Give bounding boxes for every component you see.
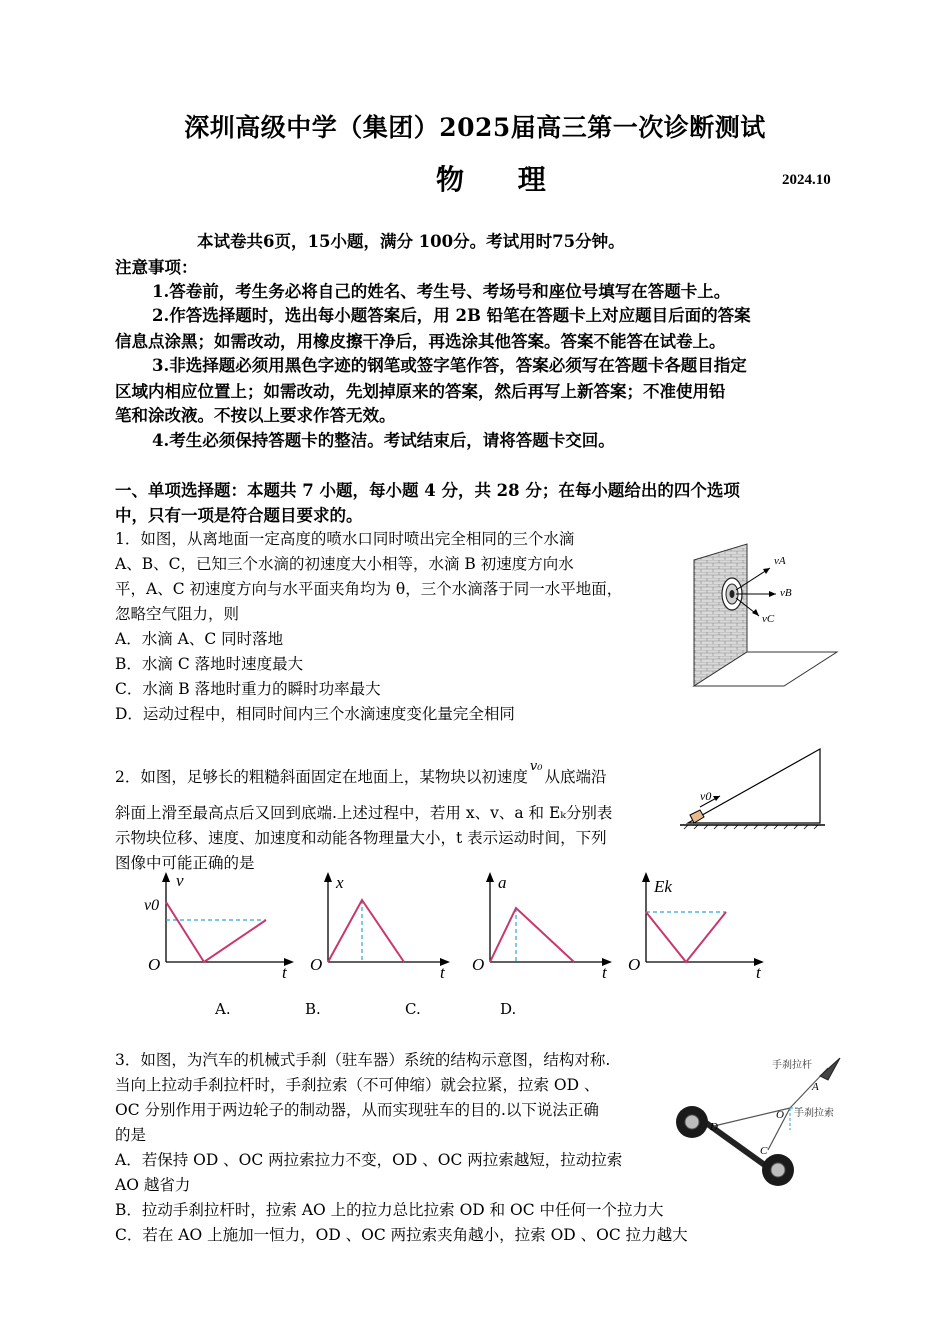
q3-option-c: C．若在 AO 上施加一恒力，OD 、OC 两拉索夹角越小，拉索 OD 、OC 拉力越大 bbox=[115, 1226, 688, 1244]
q3-line-4: 的是 bbox=[115, 1126, 147, 1144]
q1-fountain-figure bbox=[692, 542, 842, 690]
q3-label-lever: 手刹拉杆 bbox=[772, 1060, 812, 1071]
q3-handbrake-figure bbox=[670, 1050, 845, 1190]
graph-a-ylabel: v bbox=[176, 871, 184, 890]
q2-line-2: 斜面上滑至最高点后又回到底端.上述过程中，若用 x、v、a 和 Eₖ分别表 bbox=[115, 804, 613, 822]
exam-date: 2024.10 bbox=[782, 172, 831, 188]
graph-b-origin: O bbox=[310, 955, 323, 974]
q1-label-va: vA bbox=[774, 555, 786, 567]
notice-line-7: 4.考生必须保持答题卡的整洁。考试结束后，请将答题卡交回。 bbox=[152, 431, 615, 450]
q1-option-a: A．水滴 A、C 同时落地 bbox=[115, 630, 284, 648]
q2-line-1b: 从底端沿 bbox=[544, 768, 607, 786]
q2-option-a: A. bbox=[215, 1000, 231, 1018]
q2-line-3: 示物块位移、速度、加速度和动能各物理量大小，t 表示运动时间，下列 bbox=[115, 829, 607, 847]
q1-option-d: D．运动过程中，相同时间内三个水滴速度变化量完全相同 bbox=[115, 705, 515, 723]
q2-v0: v₀ bbox=[529, 759, 543, 774]
notice-line-3: 信息点涂黑；如需改动，用橡皮擦干净后，再选涂其他答案。答案不能答在试卷上。 bbox=[115, 332, 726, 351]
q3-label-c: C bbox=[760, 1145, 768, 1157]
graph-d-ylabel: Ek bbox=[654, 877, 672, 896]
q2-graph-a bbox=[140, 870, 300, 980]
notice-line-2: 2.作答选择题时，选出每小题答案后，用 2B 铅笔在答题卡上对应题目后面的答案 bbox=[152, 306, 751, 325]
q3-line-1: 3．如图，为汽车的机械式手刹（驻车器）系统的结构示意图，结构对称. bbox=[115, 1051, 611, 1069]
graph-d-origin: O bbox=[628, 955, 641, 974]
graph-c-ylabel: a bbox=[498, 873, 507, 892]
graph-a-v0: v0 bbox=[144, 897, 160, 914]
notice-line-4: 3.非选择题必须用黑色字迹的钢笔或签字笔作答，答案必须写在答题卡各题目指定 bbox=[152, 356, 747, 375]
exam-intro: 本试卷共6页，15小题，满分 100分。考试用时75分钟。 bbox=[197, 232, 625, 251]
q2-incline-v0: v0 bbox=[700, 789, 712, 803]
notice-line-1: 1.答卷前，考生务必将自己的姓名、考生号、考场号和座位号填写在答题卡上。 bbox=[152, 282, 731, 301]
graph-a-xlabel: t bbox=[282, 963, 287, 980]
q2-graph-c bbox=[464, 870, 624, 980]
q3-line-2: 当向上拉动手刹拉杆时，手刹拉索（不可伸缩）就会拉紧，拉索 OD 、 bbox=[115, 1076, 600, 1094]
notice-heading: 注意事项： bbox=[115, 258, 198, 277]
q1-line-1: 1．如图，从离地面一定高度的喷水口同时喷出完全相同的三个水滴 bbox=[115, 530, 575, 548]
q1-option-b: B．水滴 C 落地时速度最大 bbox=[115, 655, 304, 673]
q3-label-o: O bbox=[776, 1109, 784, 1121]
q2-line-4: 图像中可能正确的是 bbox=[115, 854, 255, 872]
q2-incline-figure bbox=[680, 745, 830, 830]
exam-title: 深圳高级中学（集团）2025届高三第一次诊断测试 bbox=[184, 113, 766, 142]
q1-label-vc: vC bbox=[762, 613, 775, 625]
q2-option-b: B. bbox=[305, 1000, 321, 1018]
q1-line-2: A、B、C，已知三个水滴的初速度大小相等，水滴 B 初速度方向水 bbox=[115, 555, 574, 573]
graph-b-ylabel: x bbox=[336, 873, 344, 892]
q3-line-3: OC 分别作用于两边轮子的制动器，从而实现驻车的目的.以下说法正确 bbox=[115, 1101, 599, 1119]
section-heading-1: 一、单项选择题：本题共 7 小题，每小题 4 分，共 28 分；在每小题给出的四个选项 bbox=[115, 481, 740, 500]
q2-option-d: D. bbox=[500, 1000, 517, 1018]
q1-line-3: 平，A、C 初速度方向与水平面夹角均为 θ，三个水滴落于同一水平地面， bbox=[115, 580, 623, 598]
q2-option-c: C. bbox=[405, 1000, 421, 1018]
notice-line-6: 笔和涂改液。不按以上要求作答无效。 bbox=[115, 406, 396, 425]
subject-title: 物 理 bbox=[436, 163, 568, 196]
section-heading-2: 中，只有一项是符合题目要求的。 bbox=[115, 506, 363, 525]
q3-option-b: B．拉动手刹拉杆时，拉索 AO 上的拉力总比拉索 OD 和 OC 中任何一个拉力大 bbox=[115, 1201, 664, 1219]
q3-label-a: A bbox=[812, 1081, 819, 1093]
graph-c-origin: O bbox=[472, 955, 485, 974]
graph-b-xlabel: t bbox=[440, 963, 445, 980]
graph-a-origin: O bbox=[148, 955, 161, 974]
q3-option-a-line-2: AO 越省力 bbox=[115, 1176, 191, 1194]
q1-line-4: 忽略空气阻力，则 bbox=[115, 605, 240, 623]
q1-label-vb: vB bbox=[780, 587, 792, 599]
graph-d-xlabel: t bbox=[756, 963, 761, 980]
q2-graph-d bbox=[624, 870, 784, 980]
q1-option-c: C．水滴 B 落地时重力的瞬时功率最大 bbox=[115, 680, 381, 698]
q3-label-cable: 手刹拉索 bbox=[794, 1108, 834, 1119]
q2-line-1a: 2．如图，足够长的粗糙斜面固定在地面上，某物块以初速度 bbox=[115, 768, 528, 786]
q2-graph-b bbox=[302, 870, 462, 980]
notice-line-5: 区域内相应位置上；如需改动，先划掉原来的答案，然后再写上新答案；不准使用铅 bbox=[115, 382, 726, 401]
graph-c-xlabel: t bbox=[602, 963, 607, 980]
q3-label-d: D bbox=[710, 1121, 718, 1133]
q3-option-a-line-1: A．若保持 OD 、OC 两拉索拉力不变，OD 、OC 两拉索越短，拉动拉索 bbox=[115, 1151, 623, 1169]
